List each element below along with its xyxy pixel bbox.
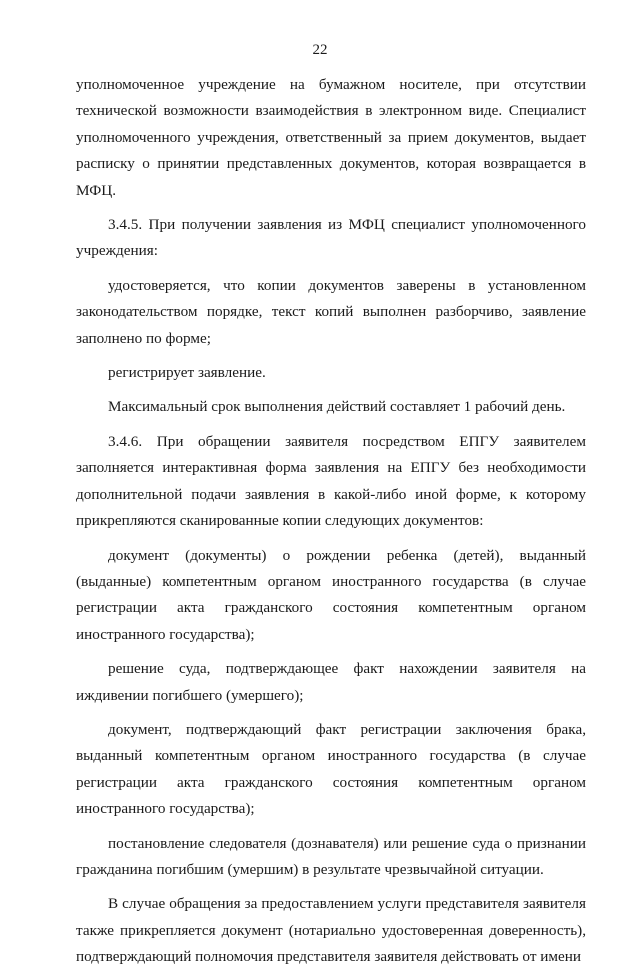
paragraph-register: регистрирует заявление. bbox=[108, 364, 266, 382]
paragraph-3-4-6: 3.4.6. При обращении заявителя посредством ЕПГУ заявителем заполняется интерактивная форма заявления на ЕПГУ без необходимости дополнительной подачи заявления в какой-либо иной форме, к которому прикрепляются сканированные копии следующих документов: bbox=[76, 432, 586, 530]
paragraph-court-decision: решение суда, подтверждающее факт нахождении заявителя на иждивении погибшего (умершего); bbox=[76, 660, 586, 704]
paragraph-verify-copies: удостоверяется, что копии документов заверены в установленном законодательством порядке, текст копий выполнен разборчиво, заявление заполнено по форме; bbox=[76, 276, 586, 347]
document-body bbox=[76, 72, 586, 971]
paragraph-investigator-decision: постановление следователя (дознавателя) или решение суда о признании гражданина погибшим (умершим) в результате чрезвычайной ситуации. bbox=[76, 834, 586, 878]
paragraph-max-term: Максимальный срок выполнения действий составляет 1 рабочий день. bbox=[108, 398, 566, 416]
paragraph-3-4-5: 3.4.5. При получении заявления из МФЦ специалист уполномоченного учреждения: bbox=[76, 216, 586, 260]
paragraph-marriage-document: документ, подтверждающий факт регистрации заключения брака, выданный компетентным органом иностранного государства (в случае регистрации акта гражданского состояния компетентным органом иностранного государства); bbox=[76, 720, 586, 818]
paragraph-birth-document: документ (документы) о рождении ребенка (детей), выданный (выданные) компетентным органом иностранного государства (в случае регистрации акта гражданского состояния компетентным органом иностранного государства); bbox=[76, 546, 586, 643]
paragraph-representative: В случае обращения за предоставлением услуги представителя заявителя также прикрепляется документ (нотариально удостоверенная доверенность), подтверждающий полномочия представителя заявителя действовать от имени bbox=[76, 895, 586, 966]
page-number: 22 bbox=[312, 42, 328, 58]
paragraph-continuation: уполномоченное учреждение на бумажном носителе, при отсутствии технической возможности взаимодействия в электронном виде. Специалист уполномоченного учреждения, ответственный за прием документов, выдает расписку о принятии представленных документов, которая возвращается в МФЦ. bbox=[76, 76, 586, 199]
